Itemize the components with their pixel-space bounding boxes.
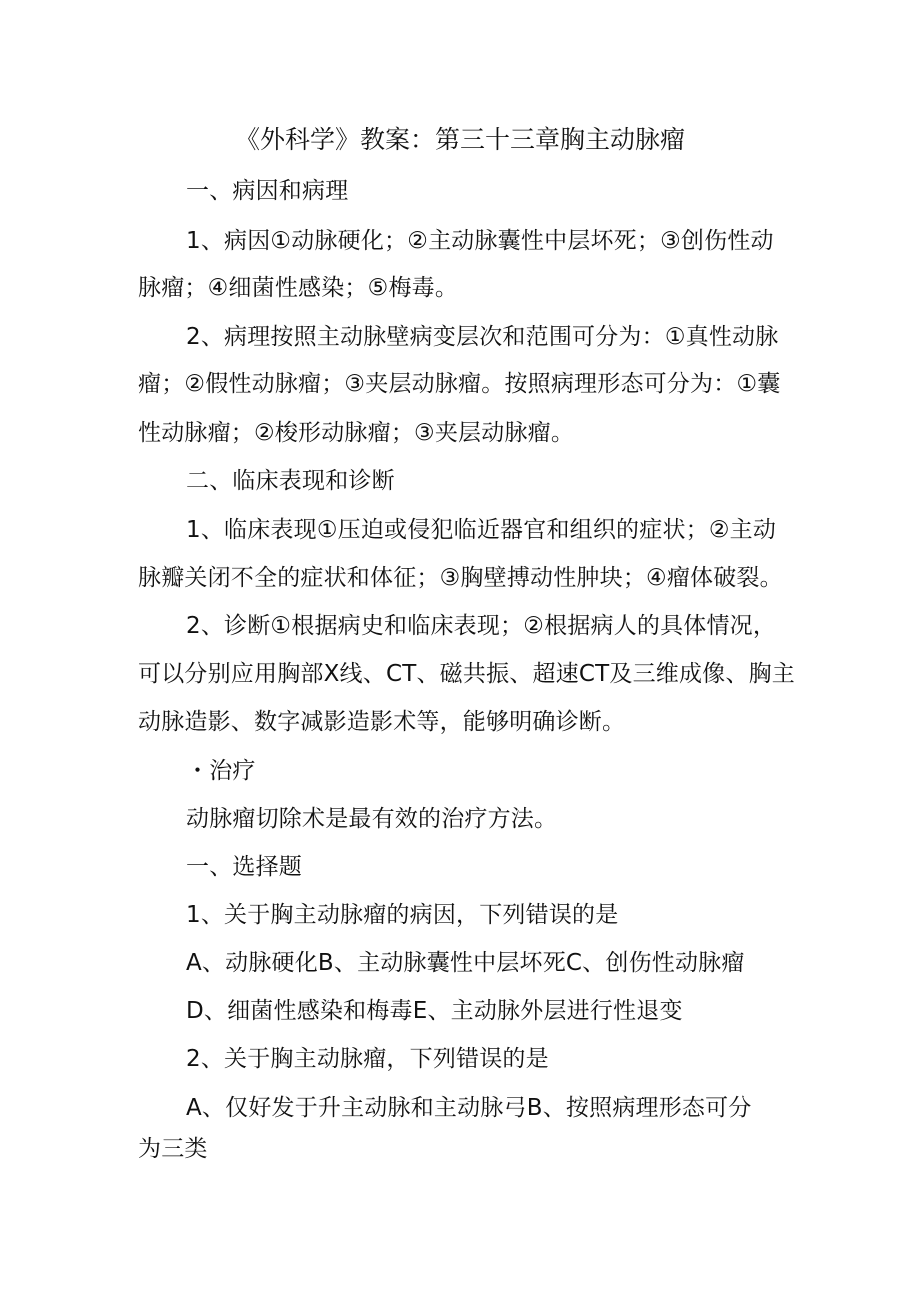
page-title: 《外科学》教案：第三十三章胸主动脉瘤 [234,125,685,154]
paragraph-line: 瘤；②假性动脉瘤；③夹层动脉瘤。按照病理形态可分为：①囊 [138,371,781,397]
question-2: 2、关于胸主动脉瘤，下列错误的是 [186,1046,549,1072]
question-2-options: A、仅好发于升主动脉和主动脉弓B、按照病理形态可分 [186,1095,752,1121]
section-heading-etiology: 一、病因和病理 [186,178,349,204]
paragraph-line: 脉瓣关闭不全的症状和体征；③胸壁搏动性肿块；④瘤体破裂。 [138,565,783,591]
paragraph-line: 动脉造影、数字减影造影术等，能够明确诊断。 [138,709,626,735]
paragraph-line: 可以分别应用胸部X线、CT、磁共振、超速CT及三维成像、胸主 [138,661,795,687]
paragraph-line: 1、病因①动脉硬化；②主动脉囊性中层坏死；③创伤性动 [186,228,774,254]
paragraph-line: 性动脉瘤；②梭形动脉瘤；③夹层动脉瘤。 [138,420,575,446]
paragraph-line: 2、诊断①根据病史和临床表现；②根据病人的具体情况， [186,613,777,639]
question-1-options: A、动脉硬化B、主动脉囊性中层坏死C、创伤性动脉瘤 [186,950,745,976]
paragraph-line: 2、病理按照主动脉壁病变层次和范围可分为：①真性动脉 [186,324,779,350]
section-heading-treatment: ・治疗 [186,758,256,784]
paragraph-line: 脉瘤；④细菌性感染；⑤梅毒。 [138,275,459,301]
paragraph-line: 1、临床表现①压迫或侵犯临近器官和组织的症状；②主动 [186,517,777,543]
section-heading-choice-questions: 一、选择题 [186,854,302,880]
question-1-options: D、细菌性感染和梅毒E、主动脉外层进行性退变 [186,998,683,1024]
paragraph-line: 动脉瘤切除术是最有效的治疗方法。 [186,806,558,832]
question-2-options: 为三类 [138,1136,208,1162]
section-heading-clinical: 二、临床表现和诊断 [186,468,395,494]
question-1: 1、关于胸主动脉瘤的病因，下列错误的是 [186,902,619,928]
